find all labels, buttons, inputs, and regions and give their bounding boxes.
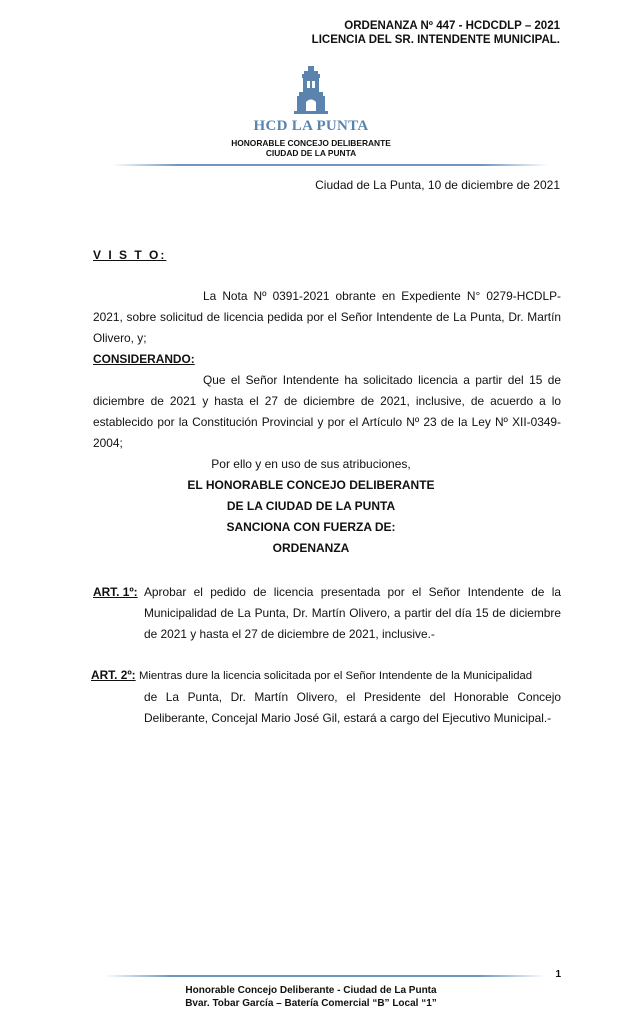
footer-line-1: Honorable Concejo Deliberante - Ciudad de La Punta (185, 985, 437, 996)
article-1-text: Aprobar el pedido de licencia presentada por el Señor Intendente de la Municipalidad de La Punta, Dr. Martín Olivero, a partir del día 15 de diciembre de 2021 y hasta el 27 de diciembre de 2021, inclusive.- (144, 585, 561, 641)
page-number: 1 (555, 969, 561, 980)
visto-text-first: La Nota Nº 0391-2021 obrante en Expediente N° 0279-HCDLP- (203, 289, 561, 303)
resolution-intro: Por ello y en uso de sus atribuciones, (211, 457, 411, 471)
article-2-label: ART. 2º: (91, 668, 136, 682)
visto-text-rest: 2021, sobre solicitud de licencia pedida por el Señor Intendente de La Punta, Dr. Martín Olivero, y; (93, 310, 561, 345)
organization-name (0, 138, 622, 158)
resolution-line-2: DE LA CIUDAD DE LA PUNTA (226, 499, 396, 513)
document-footer (0, 984, 622, 1010)
ordinance-subject: LICENCIA DEL SR. INTENDENTE MUNICIPAL. (311, 34, 560, 46)
considerando-heading (93, 349, 561, 370)
logo (0, 66, 622, 114)
header-divider (112, 164, 548, 166)
org-line-2: CIUDAD DE LA PUNTA (265, 148, 357, 158)
logo-text: HCD LA PUNTA (253, 118, 369, 134)
article-1 (93, 582, 561, 645)
article-2 (93, 665, 561, 729)
considerando-paragraph (93, 370, 561, 454)
footer-line-2: Bvar. Tobar García – Batería Comercial “B” Local “1” (185, 998, 437, 1009)
visto-heading: V I S T O: (93, 248, 167, 262)
considerando-text-rest: diciembre de 2021 y hasta el 27 de diciembre de 2021, inclusive, de acuerdo a lo establecido por la Constitución Provincial y por el Artículo Nº 23 de la Ley Nº XII-0349-2004; (93, 394, 561, 450)
document-date: Ciudad de La Punta, 10 de diciembre de 2021 (315, 178, 560, 192)
article-2-text-rest: de La Punta, Dr. Martín Olivero, el Presidente del Honorable Concejo Deliberante, Concejal Mario José Gil, estará a cargo del Ejecutivo Municipal.- (144, 690, 561, 725)
org-line-1: HONORABLE CONCEJO DELIBERANTE (231, 138, 391, 148)
resolution-line-3: SANCIONA CON FUERZA DE: (226, 520, 396, 534)
article-2-text-first: Mientras dure la licencia solicitada por el Señor Intendente de la Municipalidad (138, 670, 533, 682)
resolution-line-1: EL HONORABLE CONCEJO DELIBERANTE (187, 478, 435, 492)
ordinance-number: ORDENANZA Nº 447 - HCDCDLP – 2021 (344, 20, 560, 32)
footer-divider (104, 975, 546, 977)
considerando-text-first: Que el Señor Intendente ha solicitado licencia a partir del 15 de (203, 373, 561, 387)
considerando-label: CONSIDERANDO: (93, 352, 195, 366)
tower-icon (294, 66, 328, 114)
article-1-label: ART. 1º: (93, 585, 138, 599)
resolution-line-4: ORDENANZA (272, 541, 350, 555)
visto-paragraph (93, 286, 561, 349)
document-header (312, 19, 560, 47)
